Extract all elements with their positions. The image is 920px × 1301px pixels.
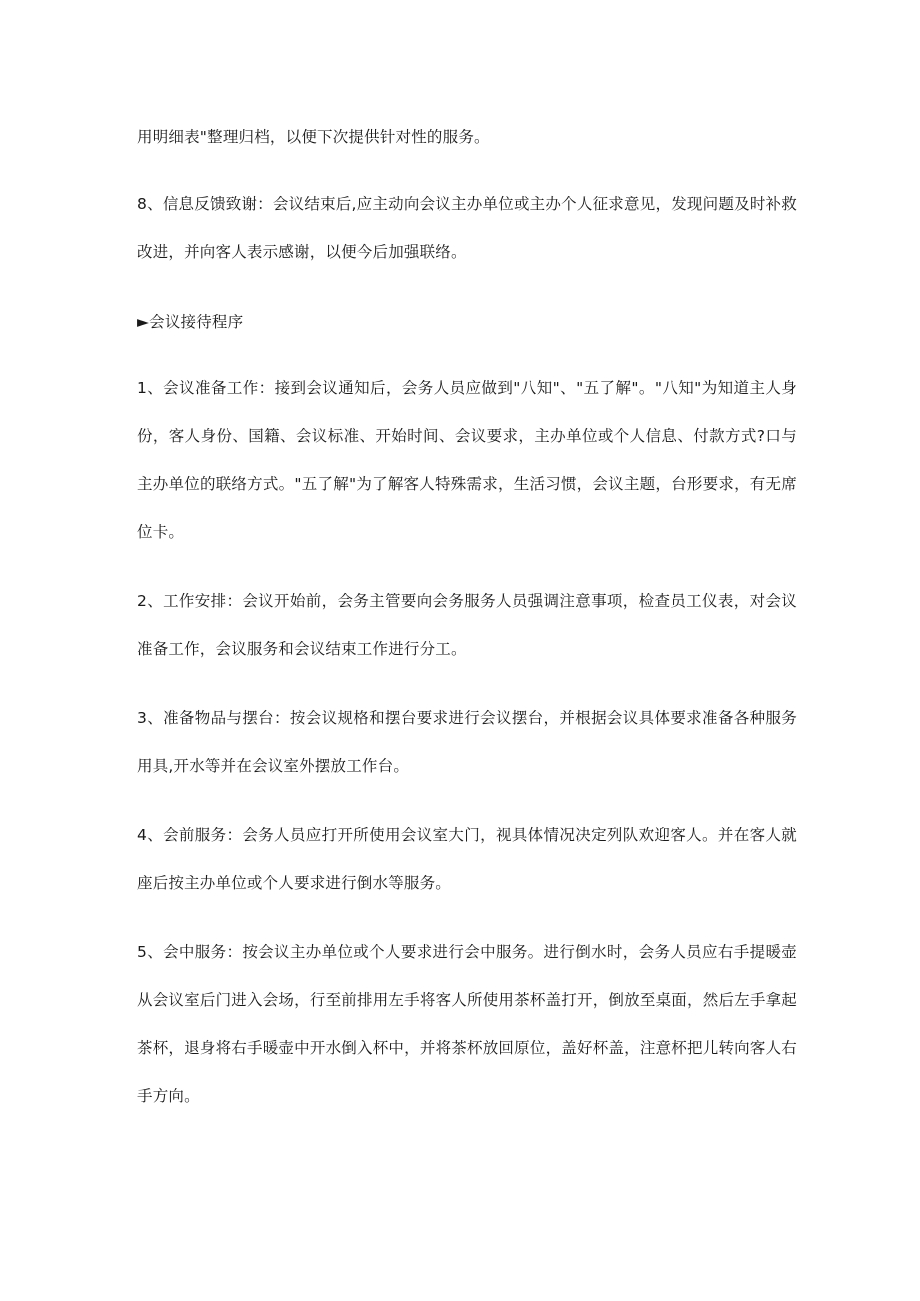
text-line: 准备工作，会议服务和会议结束工作进行分工。 [137,640,467,658]
text-line: 用具,开水等并在会议室外摆放工作台。 [137,757,410,775]
text-line: 改进，并向客人表示感谢，以便今后加强联络。 [137,243,467,261]
text-line: 手方向。 [137,1087,200,1105]
text-line: 主办单位的联络方式。"五了解"为了解客人特殊需求，生活习惯，会议主题，台形要求，有无席 [137,475,797,493]
text-line: 1、会议准备工作：接到会议通知后，会务人员应做到"八知"、"五了解"。"八知"为知道主人身 [137,379,797,397]
text-line: 8、信息反馈致谢：会议结束后,应主动向会议主办单位或主办个人征求意见，发现问题及时补救 [137,195,797,213]
text-line: 3、准备物品与摆台：按会议规格和摆台要求进行会议摆台，并根据会议具体要求准备各种服务 [137,709,797,727]
text-line: 位卡。 [137,523,185,541]
text-line: 茶杯，退身将右手暖壶中开水倒入杯中，并将茶杯放回原位，盖好杯盖，注意杯把儿转向客人右 [137,1039,797,1057]
text-line: 5、会中服务：按会议主办单位或个人要求进行会中服务。进行倒水时，会务人员应右手提暖壶 [137,943,797,961]
text-line: 份，客人身份、国籍、会议标准、开始时间、会议要求，主办单位或个人信息、付款方式?口与 [137,427,797,445]
section-heading: ►会议接待程序 [137,313,244,331]
text-line: 用明细表"整理归档，以便下次提供针对性的服务。 [137,128,490,146]
text-line: 座后按主办单位或个人要求进行倒水等服务。 [137,874,452,892]
text-line: 4、会前服务：会务人员应打开所使用会议室大门，视具体情况决定列队欢迎客人。并在客人就 [137,826,797,844]
text-line: 从会议室后门进入会场，行至前排用左手将客人所使用茶杯盖打开，倒放至桌面，然后左手拿起 [137,991,797,1009]
text-line: 2、工作安排：会议开始前，会务主管要向会务服务人员强调注意事项，检查员工仪表，对会议 [137,592,797,610]
